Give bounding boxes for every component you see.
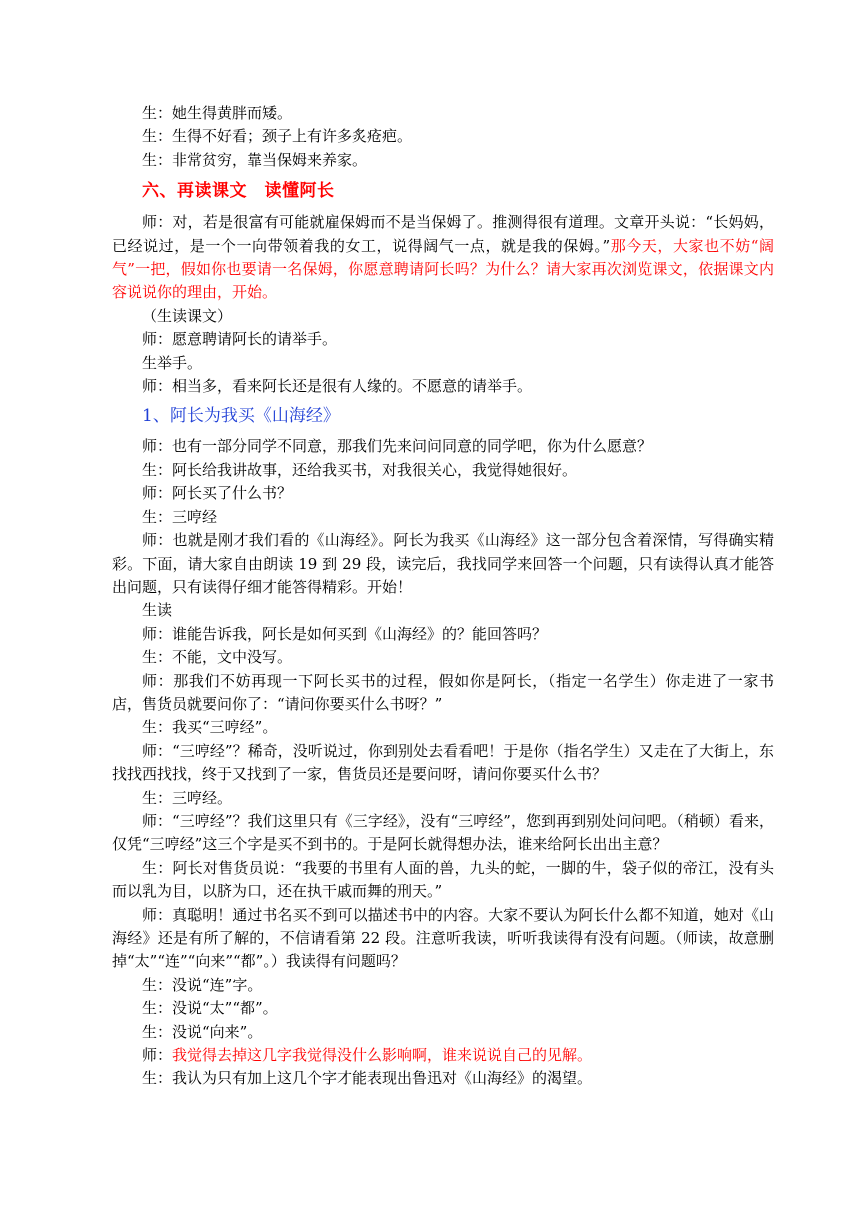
paragraph: 师：也就是刚才我们看的《山海经》。阿长为我买《山海经》这一部分包含着深情，写得确实精彩。下面，请大家自由朗读 19 到 29 段，读完后，我找同学来回答一个问题，只有读得认真才能答出问题，只有读得仔细才能答得精彩。开始！ xyxy=(112,531,774,596)
paragraph: （生读课文） xyxy=(142,306,233,325)
paragraph: 生：阿长给我讲故事，还给我买书，对我很关心，我觉得她很好。 xyxy=(142,460,578,479)
paragraph-with-red xyxy=(112,1044,774,1067)
section-heading-6: 六、再读课文 读懂阿长 xyxy=(142,181,335,202)
subsection-heading-1: 1、阿长为我买《山海经》 xyxy=(142,406,340,427)
paragraph: 生：没说“太”“都”。 xyxy=(142,999,278,1018)
document-page xyxy=(112,102,774,1091)
paragraph: 师：“三哼经”？稀奇，没听说过，你到别处去看看吧！于是你（指名学生）又走在了大街上，东找找西找找，终于又找到了一家，售货员还是要问呀，请问你要买什么书？ xyxy=(112,741,774,784)
paragraph: 生：不能，文中没写。 xyxy=(142,648,293,667)
paragraph: 生：我认为只有加上这几个字才能表现出鲁迅对《山海经》的渴望。 xyxy=(142,1069,593,1088)
paragraph: 师：阿长买了什么书？ xyxy=(142,484,293,503)
paragraph: 生：没说“连”字。 xyxy=(142,975,263,994)
paragraph: 生：生得不好看；颈子上有许多炙疮疤。 xyxy=(142,127,413,146)
paragraph: 生举手。 xyxy=(142,353,203,372)
paragraph: 师：真聪明！通过书名买不到可以描述书中的内容。大家不要认为阿长什么都不知道，她对《山海经》还是有所了解的，不信请看第 22 段。注意听我读，听听我读得有没有问题。（师读，故意删掉“太”“连”“向来”“都”。）我读得有问题吗？ xyxy=(112,905,774,971)
paragraph: 师：愿意聘请阿长的请举手。 xyxy=(142,330,338,349)
paragraph: 生：她生得黄胖而矮。 xyxy=(142,104,293,122)
paragraph-red-text: 那今天，大家也不妨“阔气”一把，假如你也要请一名保姆，你愿意聘请阿长吗？为什么？请大家再次浏览课文，依据课文内容说说你的理由，开始。 xyxy=(112,236,775,302)
paragraph: 生：我买“三哼经”。 xyxy=(142,718,278,737)
paragraph: 生读 xyxy=(142,601,173,620)
paragraph: 生：三哼经 xyxy=(142,507,218,526)
paragraph: 师：相当多，看来阿长还是很有人缘的。不愿意的请举手。 xyxy=(142,377,533,396)
paragraph: 师：“三哼经”？我们这里只有《三字经》，没有“三哼经”，您到再到别处问问吧。（稍顿）看来，仅凭“三哼经”这三个字是买不到书的。于是阿长就得想办法，谁来给阿长出出主意？ xyxy=(112,811,774,854)
paragraph: 师：那我们不妨再现一下阿长买书的过程，假如你是阿长，（指定一名学生）你走进了一家书店，售货员就要问你了：“请问你要买什么书呀？” xyxy=(112,671,774,713)
paragraph-black-text: 师：对，若是很富有可能就雇保姆而不是当保姆了。推测得很有道理。文章开头说：“长妈妈，已经说过，是一个一向带领着我的女工，说得阔气一点，就是我的保姆。” xyxy=(112,213,774,255)
paragraph: 生：没说“向来”。 xyxy=(142,1022,263,1041)
paragraph: 生：非常贫穷，靠当保姆来养家。 xyxy=(142,150,368,169)
paragraph-prefix: 师： xyxy=(142,1046,173,1065)
paragraph-with-red xyxy=(112,211,774,305)
paragraph: 生：阿长对售货员说：“我要的书里有人面的兽，九头的蛇，一脚的牛，袋子似的帝江，没有头而以乳为目，以脐为口，还在执干戚而舞的刑天。” xyxy=(112,858,774,901)
paragraph-red-text: 我觉得去掉这几字我觉得没什么影响啊，谁来说说自己的见解。 xyxy=(172,1046,593,1065)
paragraph: 生：三哼经。 xyxy=(142,788,233,807)
paragraph: 师：也有一部分同学不同意，那我们先来问问同意的同学吧，你为什么愿意？ xyxy=(142,437,653,456)
paragraph: 师：谁能告诉我，阿长是如何买到《山海经》的？能回答吗？ xyxy=(142,624,548,643)
